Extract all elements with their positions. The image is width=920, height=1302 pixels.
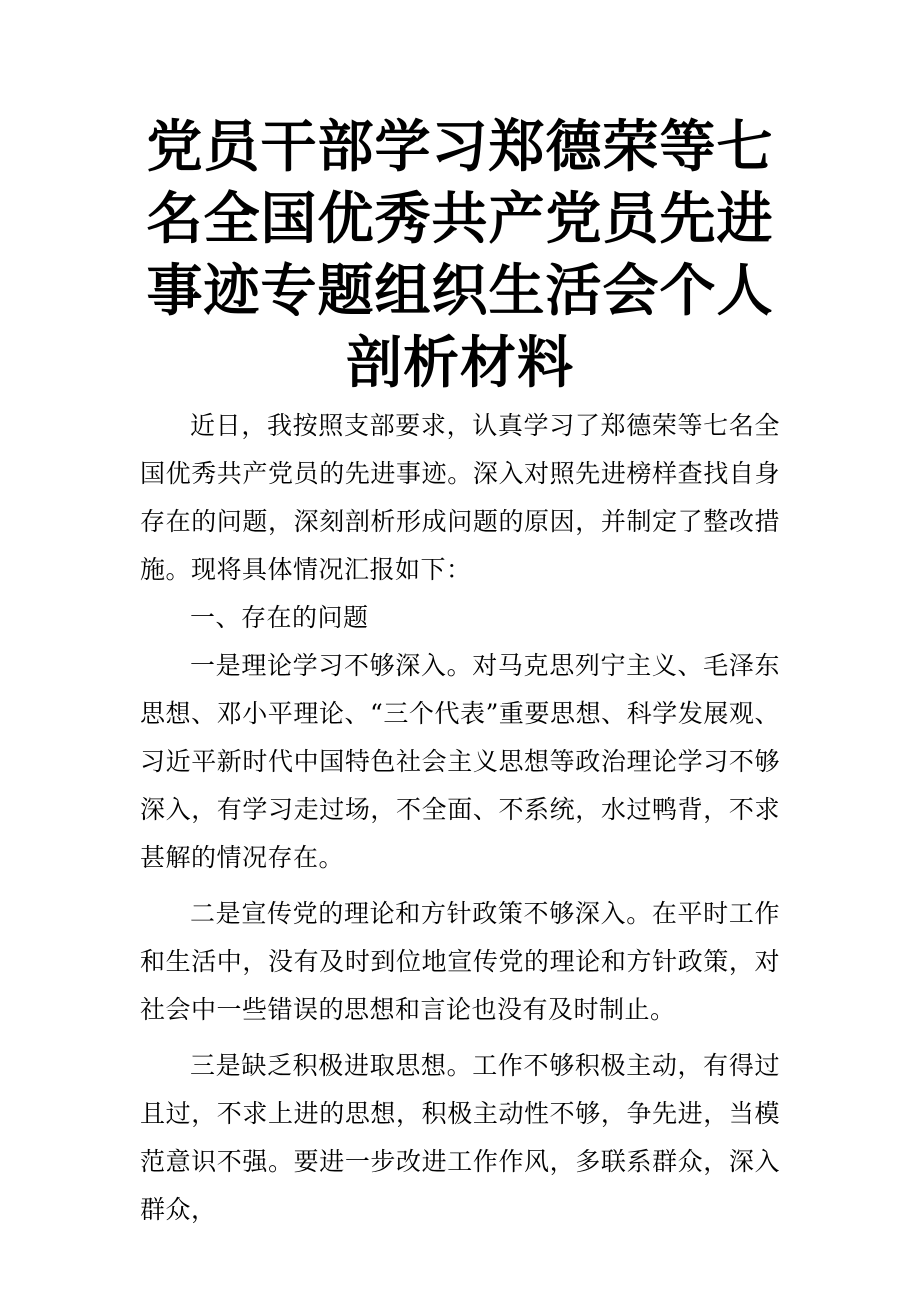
section-heading: 一、存在的问题 xyxy=(190,603,369,632)
document-title xyxy=(130,112,790,400)
title-line: 党员干部学习郑德荣等七 xyxy=(146,115,774,180)
issue-paragraph-2: 二是宣传党的理论和方针政策不够深入。在平时工作和生活中，没有及时到位地宣传党的理论和方针政策，对社会中一些错误的思想和言论也没有及时制止。 xyxy=(140,899,780,1024)
issue-paragraph-3: 三是缺乏积极进取思想。工作不够积极主动，有得过且过，不求上进的思想，积极主动性不够，争先进，当模范意识不强。要进一步改进工作作风，多联系群众，深入群众， xyxy=(140,1051,780,1224)
title-line: 名全国优秀共产党员先进 xyxy=(146,187,774,252)
intro-paragraph: 近日，我按照支部要求，认真学习了郑德荣等七名全国优秀共产党员的先进事迹。深入对照先进榜样查找自身存在的问题，深刻剖析形成问题的原因，并制定了整改措施。现将具体情况汇报如下： xyxy=(140,411,780,584)
issue-paragraph-1: 一是理论学习不够深入。对马克思列宁主义、毛泽东思想、邓小平理论、“三个代表”重要思想、科学发展观、习近平新时代中国特色社会主义思想等政治理论学习不够深入，有学习走过场，不全面、不系统，水过鸭背，不求甚解的情况存在。 xyxy=(140,651,780,872)
title-line: 剖析材料 xyxy=(346,331,574,396)
document-body xyxy=(140,402,780,1234)
title-line: 事迹专题组织生活会个人 xyxy=(146,259,774,324)
